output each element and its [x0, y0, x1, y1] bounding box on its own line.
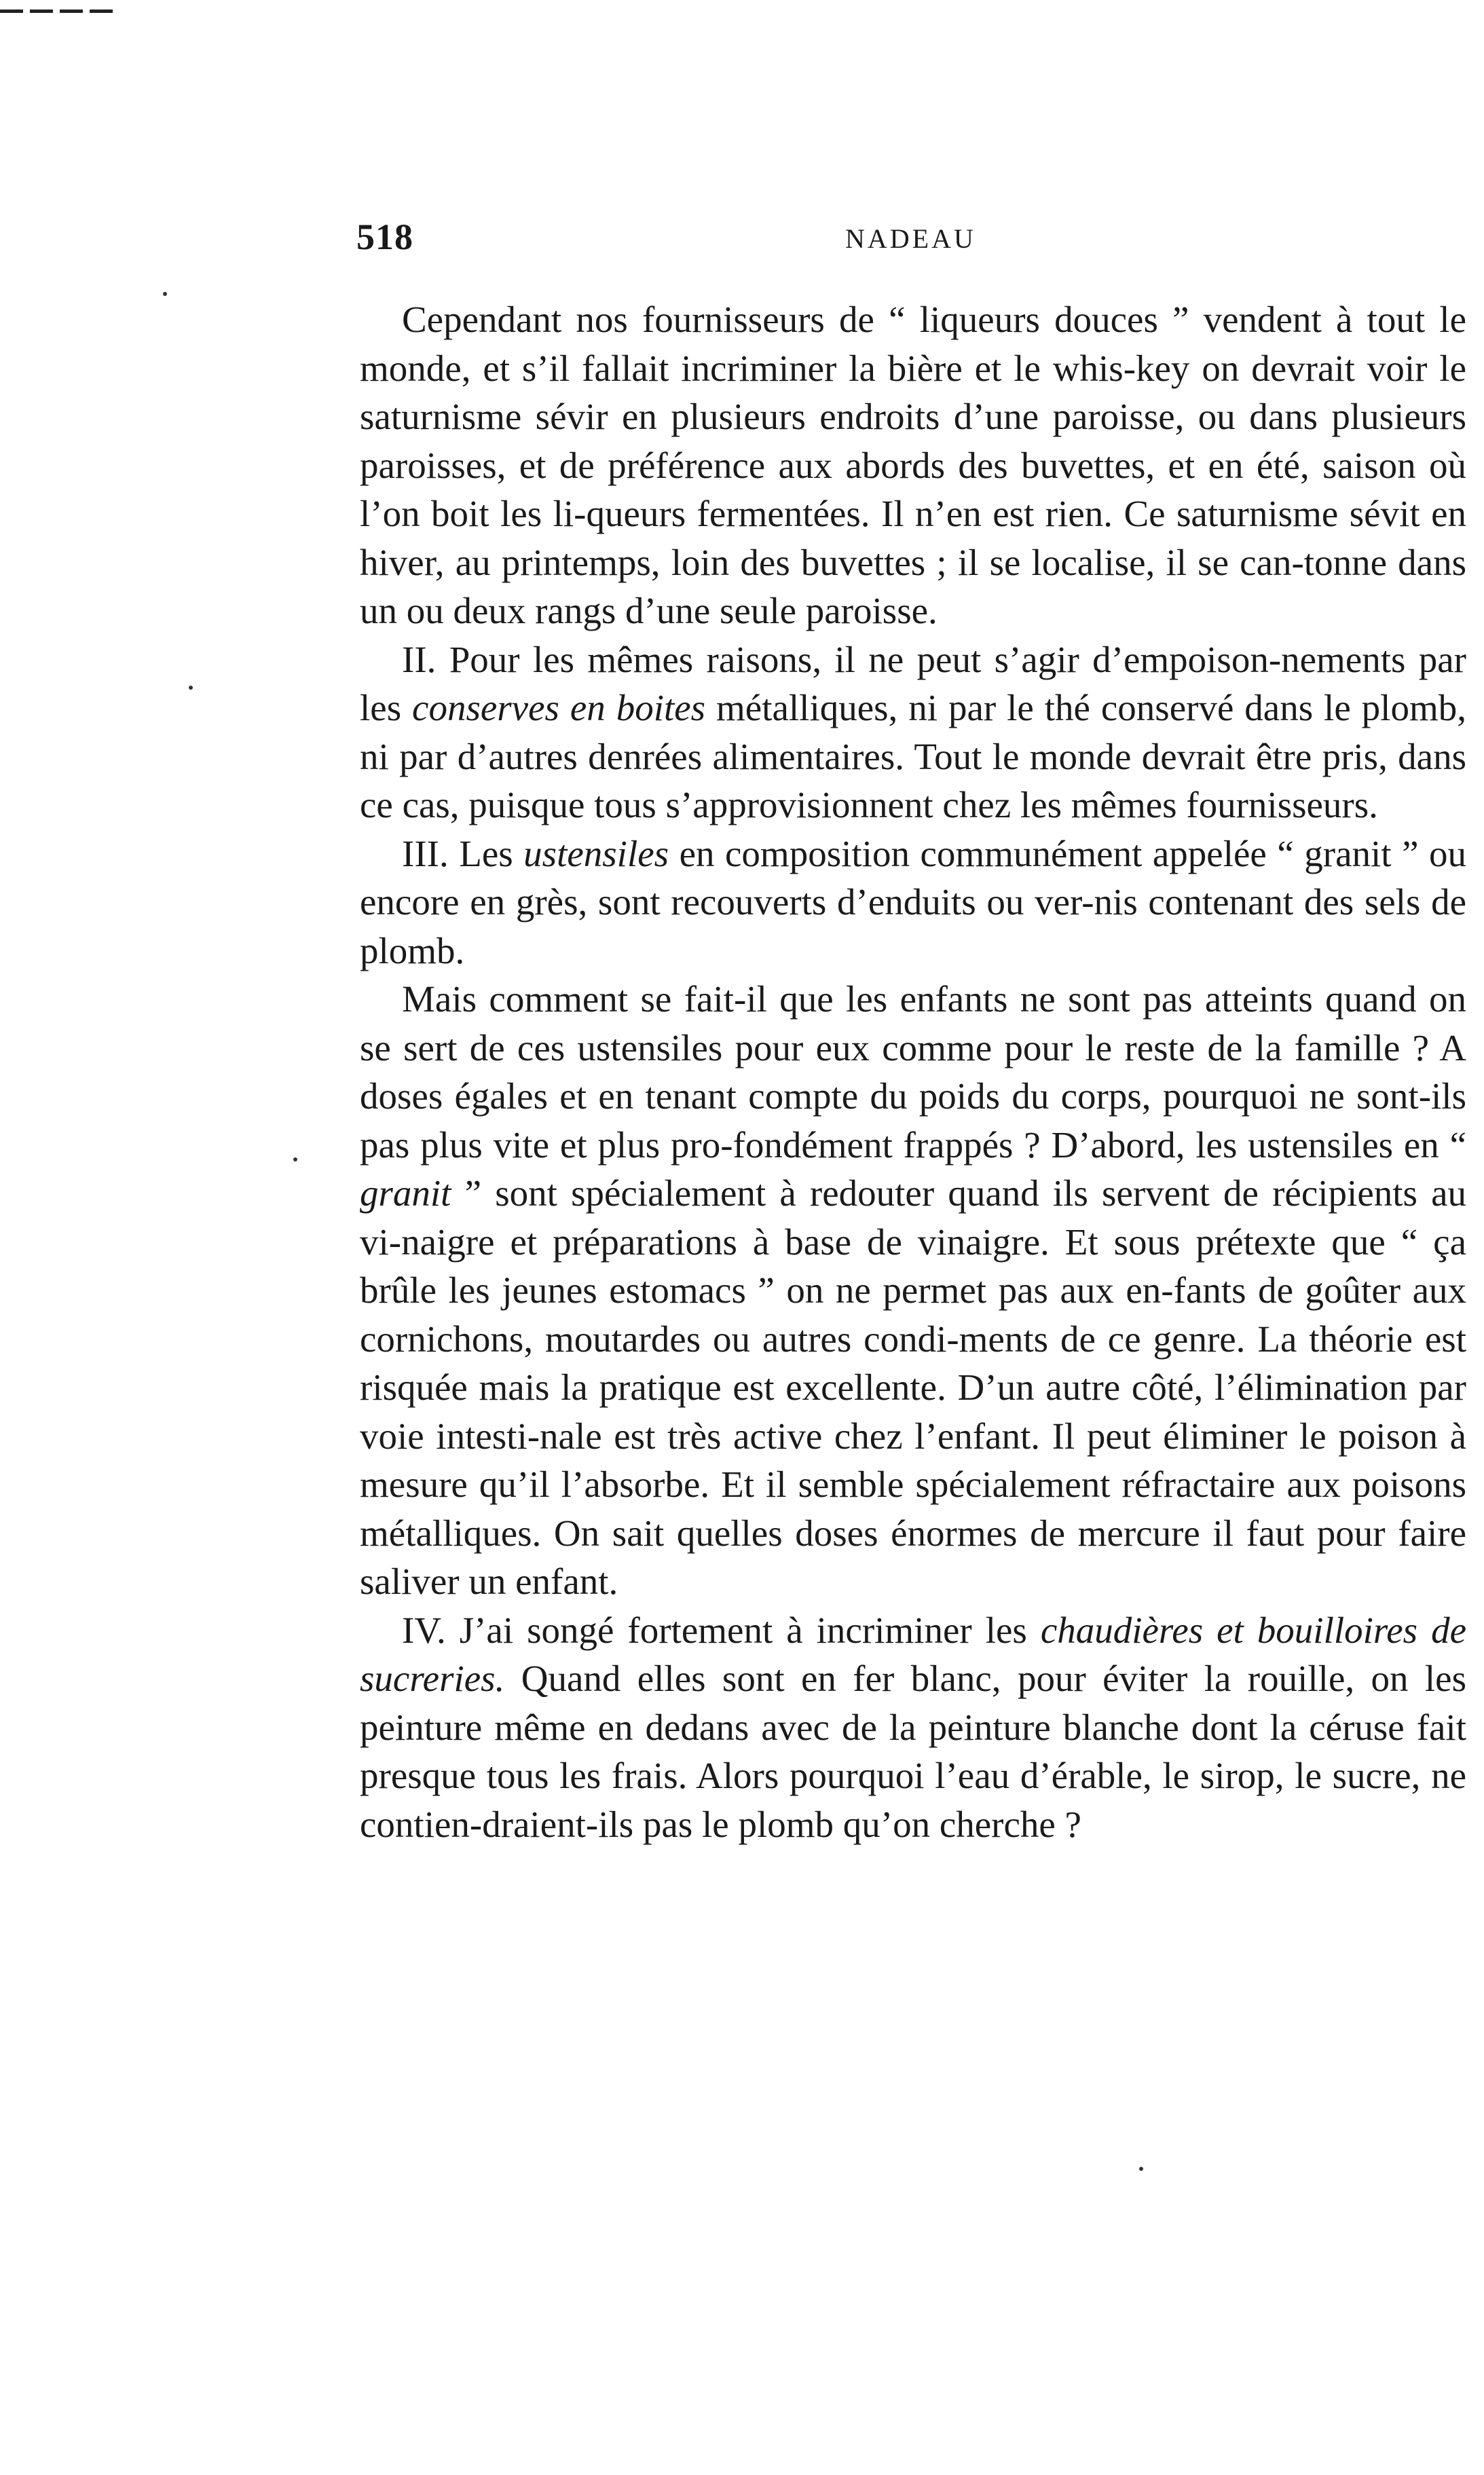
paragraph-1 [360, 295, 1466, 635]
text-run: métalliques, ni par le thé conservé dans le plomb, ni par d’autres denrées alimentaires. Tout le monde devrait être pris, dans ce cas, puisque tous s’approvisionnent chez les mêmes fournisseurs. [360, 687, 1466, 825]
paragraph-3 [360, 830, 1466, 975]
text-run: ” sont spécialement à redouter quand ils servent de récipients au vi-naigre et préparations à base de vinaigre. Et sous prétexte que “ ça brûle les jeunes estomacs ” on ne permet pas aux en-fants de goûter aux cornichons, moutardes ou autres condi-ments de ce genre. La théorie est risquée mais la pratique est excellente. D’un autre côté, l’élimination par voie intesti-nale est très active chez l’enfant. Il peut éliminer le poison à mesure qu’il l’absorbe. Et il semble spécialement réfractaire aux poisons métalliques. On sait quelles doses énormes de mercure il faut pour faire saliver un enfant. [360, 1172, 1466, 1602]
page-number: 518 [356, 217, 413, 257]
text-run: Mais comment se fait-il que les enfants ne sont pas atteints quand on se sert de ces ustensiles pour eux comme pour le reste de la famille ? A doses égales et en tenant compte du poids du corps, pourquoi ne sont-ils pas plus vite et plus pro-fondément frappés ? D’abord, les ustensiles en “ [360, 978, 1466, 1166]
scan-speck [163, 292, 167, 296]
italic-text: granit [360, 1172, 451, 1214]
italic-text: chaudières et bouilloires de sucreries. [360, 1609, 1466, 1699]
scan-edge-mark [0, 10, 117, 13]
text-run: IV. J’ai songé fortement à incriminer les [402, 1609, 1041, 1651]
paragraph-2 [360, 635, 1466, 830]
italic-text: conserves en boites [412, 687, 706, 728]
scan-speck [189, 686, 193, 690]
text-run: Cependant nos fournisseurs de “ liqueurs douces ” vendent à tout le monde, et s’il fallait incriminer la bière et le whis-key on devrait voir le saturnisme sévir en plusieurs endroits d’une paroisse, ou dans plusieurs paroisses, et de préférence aux abords des buvettes, et en été, saison où l’on boit les li-queurs fermentées. Il n’en est rien. Ce saturnisme sévit en hiver, au printemps, loin des buvettes ; il se localise, il se can-tonne dans un ou deux rangs d’une seule paroisse. [360, 299, 1466, 631]
italic-text: ustensiles [523, 832, 669, 874]
page-header [356, 216, 1470, 263]
text-run: II. Pour les mêmes raisons, il ne peut s’agir d’empoison-nements par les [360, 638, 1466, 728]
paragraph-5 [360, 1606, 1466, 1849]
running-head: NADEAU [845, 223, 976, 254]
scan-speck [293, 1157, 297, 1161]
paragraph-4 [360, 975, 1466, 1606]
text-run: en composition communément appelée “ granit ” ou encore en grès, sont recouverts d’enduits ou ver-nis contenant des sels de plomb. [360, 832, 1467, 971]
text-run: III. Les [402, 832, 524, 874]
body-text [360, 295, 1466, 1848]
scan-speck [1139, 2167, 1143, 2171]
text-run: Quand elles sont en fer blanc, pour éviter la rouille, on les peinture même en dedans avec de la peinture blanche dont la céruse fait presque tous les frais. Alors pourquoi l’eau d’érable, le sirop, le sucre, ne contien-draient-ils pas le plomb qu’on cherche ? [360, 1658, 1466, 1845]
